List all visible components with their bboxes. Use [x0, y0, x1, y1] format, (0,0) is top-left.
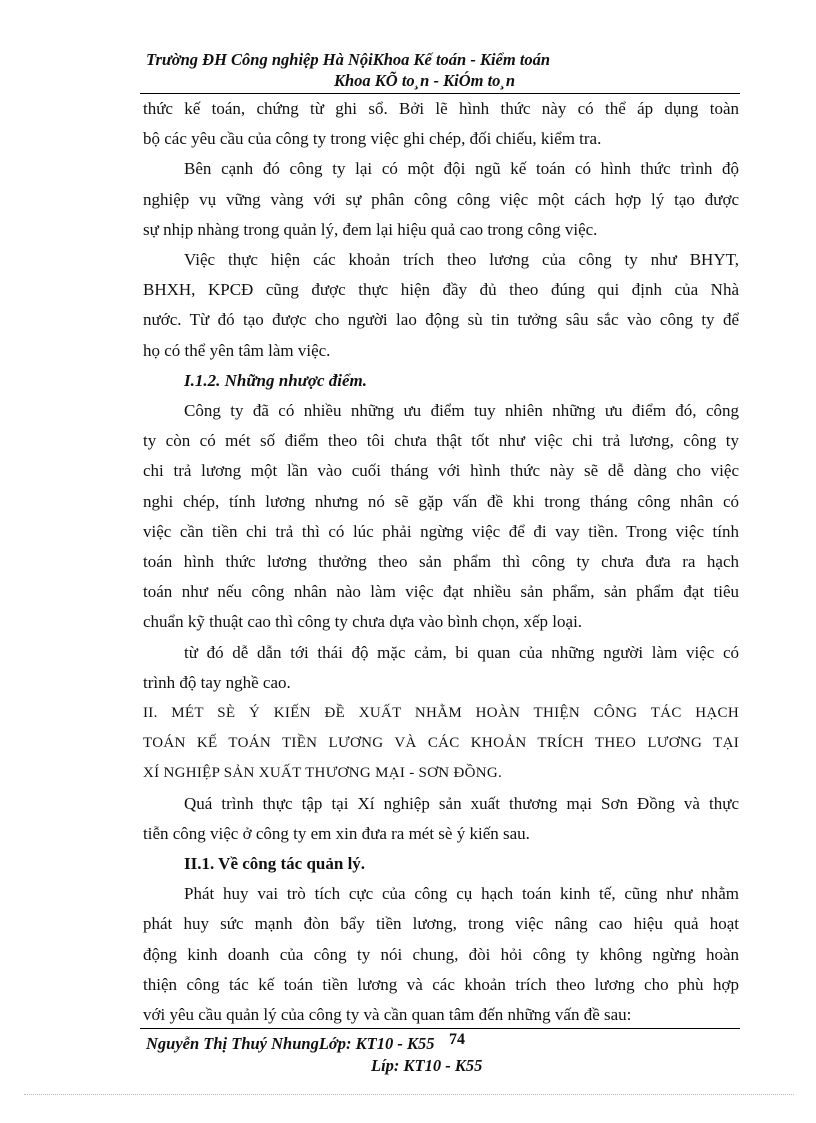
- paragraph-line: Quá trình thực tập tại Xí nghiệp sản xuất thương mại Sơn Đồng và thực: [184, 793, 739, 813]
- page-footer-line1: Nguyễn Thị Thuý NhungLớp: KT10 - K55: [146, 1034, 435, 1053]
- paragraph-line: với yêu cầu quản lý của công ty và cần quan tâm đến những vấn đề sau:: [143, 1005, 632, 1025]
- paragraph-line: bộ các yêu cầu của công ty trong việc ghi chép, đối chiếu, kiểm tra.: [143, 129, 602, 149]
- paragraph-line: Bên cạnh đó công ty lại có một đội ngũ kế toán có hình thức trình độ: [184, 159, 739, 179]
- page-footer-line2: Líp: KT10 - K55: [371, 1056, 483, 1075]
- section-heading: II.1. Về công tác quản lý.: [184, 854, 366, 874]
- paragraph-line: thiện công tác kế toán tiền lương và các khoản trích theo lương cho phù hợp: [143, 974, 739, 994]
- paragraph-line: họ có thể yên tâm làm việc.: [143, 340, 331, 360]
- page-header-line1: Trường ĐH Công nghiệp Hà NộiKhoa Kế toán - Kiểm toán: [146, 50, 551, 69]
- paragraph-line: từ đó dễ dẫn tới thái độ mặc cảm, bi quan của những người làm việc có: [184, 642, 739, 662]
- paragraph-line: nghi chép, tính lương nhưng nó sẽ gặp vấn đề khi trong tháng công nhân có: [143, 491, 739, 511]
- page-bottom-divider: [24, 1094, 794, 1095]
- paragraph-line: phát huy sức mạnh đòn bẩy tiền lương, trong việc nâng cao hiệu quả hoạt: [143, 914, 739, 934]
- paragraph-line: nghiệp vụ vững vàng với sự phân công công việc một cách hợp lý tạo được: [143, 189, 739, 209]
- chapter-heading-line: XÍ NGHIỆP SẢN XUẤT THƯƠNG MẠI - SƠN ĐỒNG.: [143, 765, 503, 782]
- chapter-heading-line: TOÁN KẾ TOÁN TIỀN LƯƠNG VÀ CÁC KHOẢN TRÍCH THEO LƯƠNG TẠI: [143, 735, 739, 752]
- paragraph-line: BHXH, KPCĐ cũng được thực hiện đầy đủ theo đúng qui định của Nhà: [143, 280, 739, 300]
- paragraph-line: nước. Từ đó tạo được cho người lao động sù tin tưởng sâu sắc vào công ty để: [143, 310, 739, 330]
- paragraph-line: ty còn có mét số điểm theo tôi chưa thật tốt như việc chi trả lương, công ty: [143, 431, 739, 451]
- paragraph-line: Công ty đã có nhiều những ưu điểm tuy nhiên những ưu điểm đó, công: [184, 401, 739, 421]
- paragraph-line: Phát huy vai trò tích cực của công cụ hạch toán kinh tế, cũng như nhằm: [184, 884, 739, 904]
- paragraph-line: chi trả lương một lần vào cuối tháng với hình thức này sẽ dễ dàng cho việc: [143, 461, 739, 481]
- section-heading: I.1.2. Những nhược điểm.: [184, 370, 367, 390]
- paragraph-line: Việc thực hiện các khoản trích theo lương của công ty như BHYT,: [184, 250, 739, 270]
- footer-rule: [140, 1028, 740, 1029]
- paragraph-line: toán hình thức lương thưởng theo sản phẩm thì công ty chưa đưa ra hạch: [143, 552, 739, 572]
- document-body: [143, 94, 739, 1030]
- page-number: 74: [449, 1031, 465, 1048]
- paragraph-line: sự nhịp nhàng trong quản lý, đem lại hiệu quả cao trong công việc.: [143, 219, 598, 239]
- paragraph-line: tiễn công việc ở công ty em xin đưa ra mét sè ý kiến sau.: [143, 823, 530, 843]
- paragraph-line: toán như nếu công nhân nào làm việc đạt nhiều sản phẩm, sản phẩm đạt tiêu: [143, 582, 739, 602]
- page-header-line2: Khoa KÕ to¸n - KiÓm to¸n: [334, 71, 516, 90]
- paragraph-line: thức kế toán, chứng từ ghi sổ. Bởi lẽ hình thức này có thể áp dụng toàn: [143, 99, 739, 118]
- paragraph-line: trình độ tay nghề cao.: [143, 672, 291, 692]
- paragraph-line: chuẩn kỹ thuật cao thì công ty chưa dựa vào bình chọn, xếp loại.: [143, 612, 583, 632]
- paragraph-line: động kinh doanh của công ty nói chung, đòi hỏi công ty không ngừng hoàn: [143, 944, 739, 964]
- paragraph-line: việc cần tiền chi trả thì có lúc phải ngừng việc để đi vay tiền. Trong việc tính: [143, 521, 739, 541]
- chapter-heading-line: II. MÉT SÈ Ý KIẾN ĐỀ XUẤT NHẰM HOÀN THIỆN CÔNG TÁC HẠCH: [143, 705, 739, 722]
